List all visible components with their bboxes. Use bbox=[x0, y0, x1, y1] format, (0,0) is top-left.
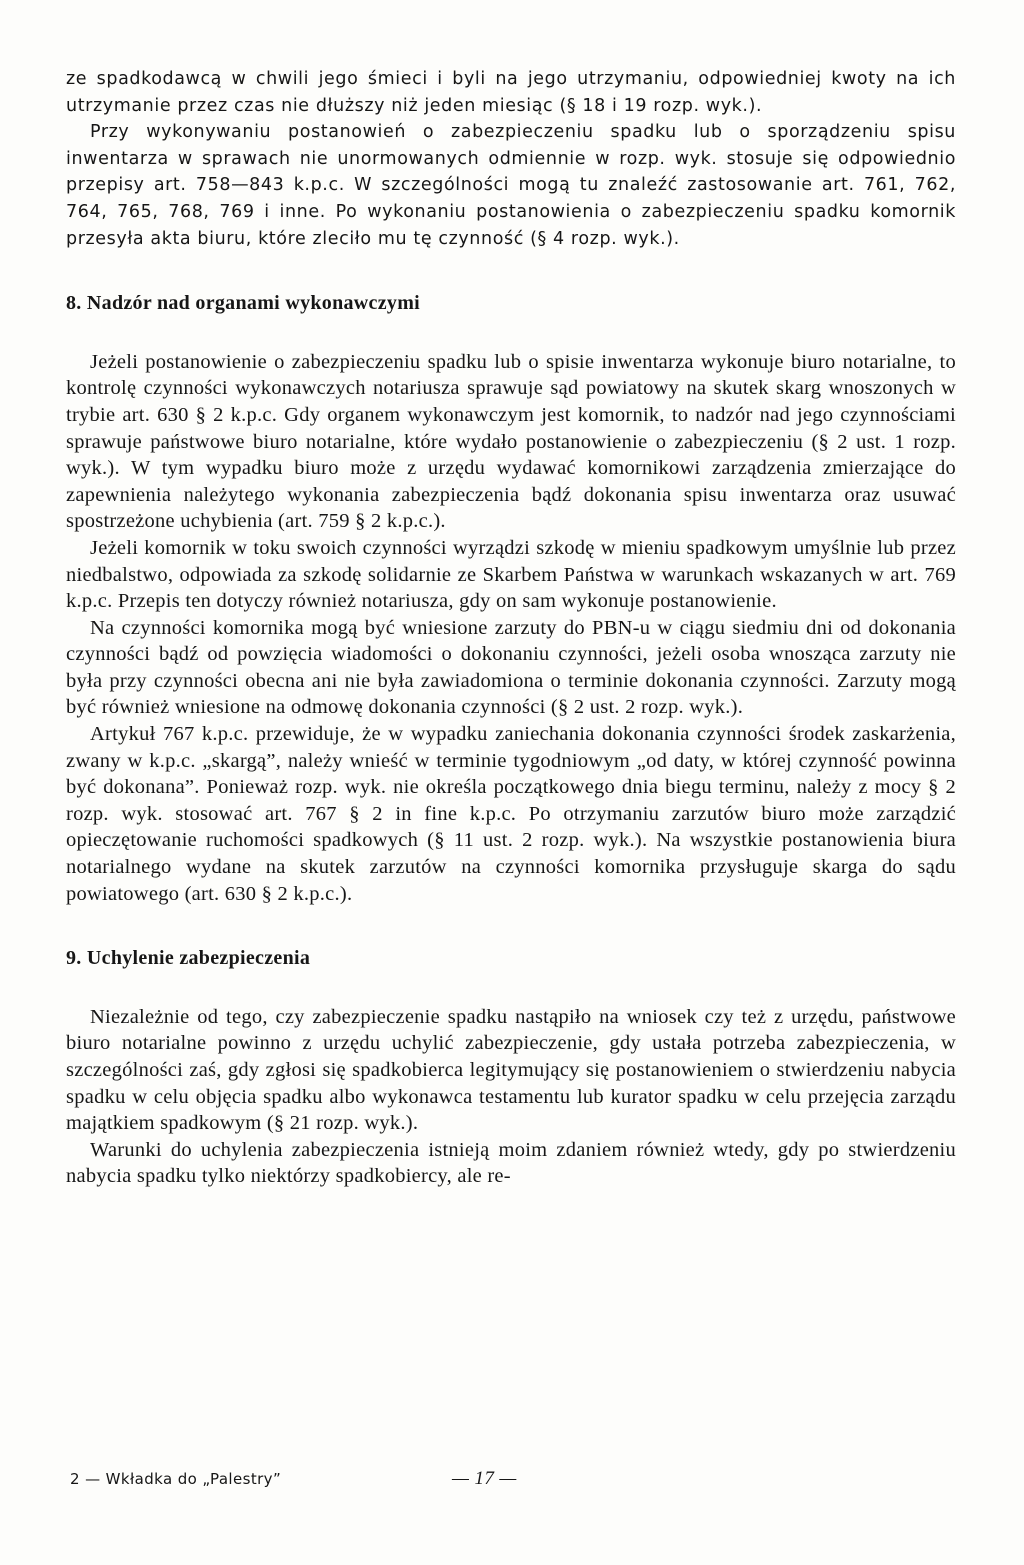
section-9-paragraph-2: Warunki do uchylenia zabezpieczenia istnieją moim zdaniem również wtedy, gdy po stwierdzeniu nabycia spadku tylko niektórzy spadkobiercy, ale re- bbox=[66, 1138, 956, 1188]
footer-source: 2 — Wkładka do „Palestry” bbox=[70, 1470, 282, 1488]
intro-paragraph-1: ze spadkodawcą w chwili jego śmieci i byli na jego utrzymaniu, odpowiedniej kwoty na ich utrzymanie przez czas nie dłuższy niż jeden miesiąc (§ 18 i 19 rozp. wyk.). bbox=[66, 69, 956, 116]
section-8-paragraph-3: Na czynności komornika mogą być wniesione zarzuty do PBN-u w ciągu siedmiu dni od dokonania czynności bądź od powzięcia wiadomości o dokonaniu czynności, jeżeli osoba wnosząca zarzuty nie była przy czynności obecna ani nie była zawiadomiona o terminie dokonania czynności. Zarzuty mogą być również wniesione na odmowę dokonania czynności (§ 2 ust. 2 rozp. wyk.). bbox=[66, 616, 956, 719]
intro-paragraph-2: Przy wykonywaniu postanowień o zabezpieczeniu spadku lub o sporządzeniu spisu inwentarza w sprawach nie unormowanych odmiennie w rozp. wyk. stosuje się odpowiednio przepisy art. 758—843 k.p.c. W szczególności mogą tu znaleźć zastosowanie art. 761, 762, 764, 765, 768, 769 i inne. Po wykonaniu postanowienia o zabezpieczeniu spadku komornik przesyła akta biuru, które zleciło mu tę czynność (§ 4 rozp. wyk.). bbox=[66, 122, 956, 249]
section-8-paragraph-4: Artykuł 767 k.p.c. przewiduje, że w wypadku zaniechania dokonania czynności środek zaskarżenia, zwany w k.p.c. „skargą”, należy wnieść w terminie tygodniowym „od daty, w której czynność powinna być dokonana”. Ponieważ rozp. wyk. nie określa początkowego dnia biegu terminu, należy z mocy § 2 rozp. wyk. stosować art. 767 § 2 in fine k.p.c. Po otrzymaniu zarzutów biuro może zarządzić opieczętowanie ruchomości spadkowych (§ 11 ust. 2 rozp. wyk.). Na wszystkie postanowienia biura notarialnego wydane na skutek zarzutów na czynności komornika przysługuje skarga do sądu powiatowego (art. 630 § 2 k.p.c.). bbox=[66, 723, 956, 905]
section-8-body bbox=[66, 349, 956, 907]
section-9-paragraph-1: Niezależnie od tego, czy zabezpieczenie spadku nastąpiło na wniosek czy też z urzędu, państwowe biuro notarialne powinno z urzędu uchylić zabezpieczenie, gdy ustała potrzeba zabezpieczenia, w szczególności zaś, gdy zgłosi się spadkobierca legitymujący się postanowieniem o stwierdzeniu nabycia spadku w celu objęcia spadku albo wykonawca testamentu lub kurator spadku w celu przejęcia zarządu majątkiem spadkowym (§ 21 rozp. wyk.). bbox=[66, 1005, 956, 1135]
section-8-paragraph-1: Jeżeli postanowienie o zabezpieczeniu spadku lub o spisie inwentarza wykonuje biuro notarialne, to kontrolę czynności wykonawczych notariusza sprawuje sąd powiatowy na skutek skarg wnoszonych w trybie art. 630 § 2 k.p.c. Gdy organem wykonawczym jest komornik, to nadzór nad jego czynnościami sprawuje państwowe biuro notarialne, które wydało postanowienie o zabezpieczeniu (§ 2 ust. 1 rozp. wyk.). W tym wypadku biuro może z urzędu wydawać komornikowi zarządzenia zmierzające do zapewnienia należytego wykonania zabezpieczenia bądź dokonania spisu inwentarza oraz usuwać spostrzeżone uchybienia (art. 759 § 2 k.p.c.). bbox=[66, 350, 956, 533]
document-page bbox=[66, 66, 956, 1190]
section-8-paragraph-2: Jeżeli komornik w toku swoich czynności wyrządzi szkodę w mieniu spadkowym umyślnie lub przez niedbalstwo, odpowiada za szkodę solidarnie ze Skarbem Państwa w warunkach wskazanych w art. 769 k.p.c. Przepis ten dotyczy również notariusza, gdy on sam wykonuje postanowienie. bbox=[66, 536, 956, 613]
section-8-heading: 8. Nadzór nad organami wykonawczymi bbox=[66, 292, 421, 315]
section-9-body bbox=[66, 1004, 956, 1190]
section-9-heading: 9. Uchylenie zabezpieczenia bbox=[66, 947, 311, 970]
intro-text bbox=[66, 66, 956, 252]
page-number: — 17 — bbox=[452, 1468, 517, 1489]
